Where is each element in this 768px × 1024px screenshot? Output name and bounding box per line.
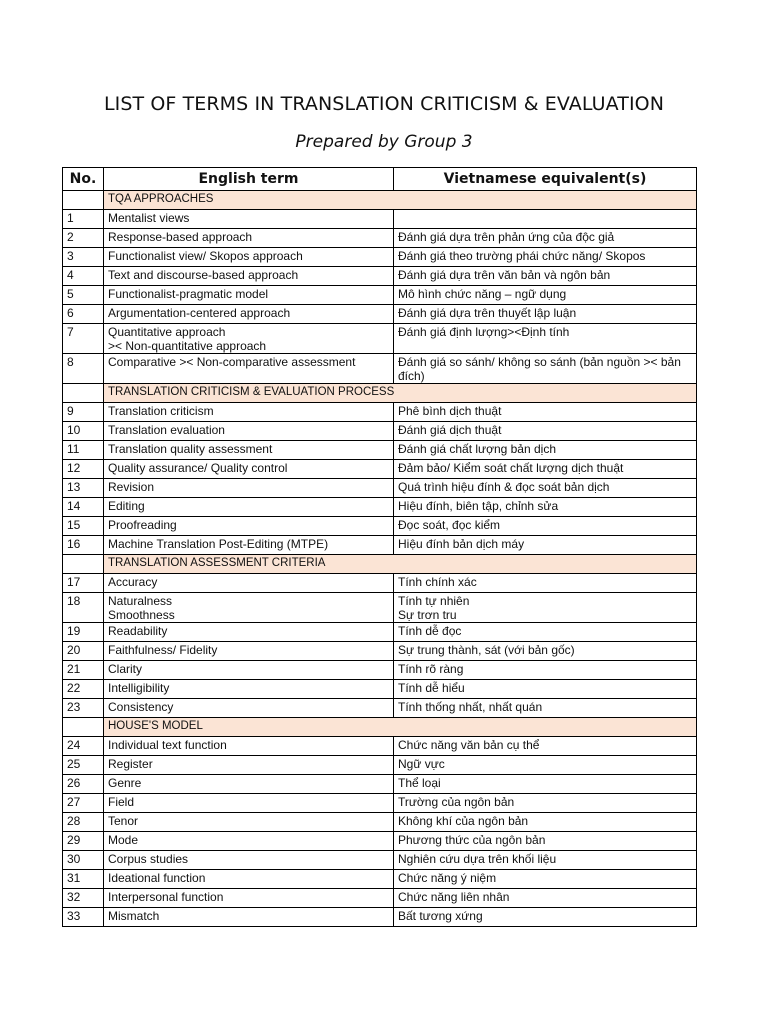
english-term: Register	[104, 756, 394, 775]
vietnamese-equivalent: Ngữ vực	[394, 756, 697, 775]
table-row	[63, 267, 697, 286]
english-term: Tenor	[104, 813, 394, 832]
header-vietnamese-equivalent: Vietnamese equivalent(s)	[394, 168, 697, 191]
english-term: Readability	[104, 623, 394, 642]
vietnamese-equivalent: Đọc soát, đọc kiểm	[394, 517, 697, 536]
english-term: Proofreading	[104, 517, 394, 536]
vietnamese-equivalent: Thể loại	[394, 775, 697, 794]
row-number: 3	[63, 248, 104, 267]
table-row	[63, 517, 697, 536]
vietnamese-equivalent: Mô hình chức năng – ngữ dụng	[394, 286, 697, 305]
row-number: 17	[63, 574, 104, 593]
english-term: Genre	[104, 775, 394, 794]
vietnamese-equivalent: Tính rõ ràng	[394, 661, 697, 680]
vietnamese-equivalent: Đánh giá dịch thuật	[394, 422, 697, 441]
row-number: 26	[63, 775, 104, 794]
row-number: 19	[63, 623, 104, 642]
document-subtitle: Prepared by Group 3	[295, 132, 473, 152]
english-term: Editing	[104, 498, 394, 517]
terms-table	[62, 167, 697, 927]
table-row	[63, 699, 697, 718]
table-row	[63, 737, 697, 756]
row-number: 33	[63, 908, 104, 927]
english-term: Interpersonal function	[104, 889, 394, 908]
table-row	[63, 832, 697, 851]
vietnamese-equivalent: Quá trình hiệu đính & đọc soát bản dịch	[394, 479, 697, 498]
table-row	[63, 889, 697, 908]
section-heading: TQA APPROACHES	[104, 191, 697, 210]
table-row	[63, 354, 697, 384]
vietnamese-equivalent	[394, 210, 697, 229]
vietnamese-equivalent: Trường của ngôn bản	[394, 794, 697, 813]
table-row	[63, 536, 697, 555]
table-row	[63, 574, 697, 593]
table-row	[63, 286, 697, 305]
table-header-row	[63, 168, 697, 191]
english-term: Ideational function	[104, 870, 394, 889]
english-term: Mentalist views	[104, 210, 394, 229]
english-term: Field	[104, 794, 394, 813]
row-number: 9	[63, 403, 104, 422]
vietnamese-equivalent: Đánh giá dựa trên phản ứng của độc giả	[394, 229, 697, 248]
vietnamese-equivalent: Sự trung thành, sát (với bản gốc)	[394, 642, 697, 661]
row-number: 27	[63, 794, 104, 813]
row-number: 29	[63, 832, 104, 851]
row-number: 16	[63, 536, 104, 555]
header-no: No.	[63, 168, 104, 191]
vietnamese-equivalent: Tính dễ hiểu	[394, 680, 697, 699]
row-number: 1	[63, 210, 104, 229]
section-row-blank	[63, 718, 104, 737]
english-term: Intelligibility	[104, 680, 394, 699]
table-row	[63, 661, 697, 680]
row-number: 21	[63, 661, 104, 680]
english-term: Functionalist view/ Skopos approach	[104, 248, 394, 267]
row-number: 10	[63, 422, 104, 441]
vietnamese-equivalent: Đánh giá dựa trên thuyết lập luận	[394, 305, 697, 324]
row-number: 12	[63, 460, 104, 479]
row-number: 6	[63, 305, 104, 324]
english-term: Text and discourse-based approach	[104, 267, 394, 286]
table-row	[63, 813, 697, 832]
english-term: Individual text function	[104, 737, 394, 756]
english-term: Revision	[104, 479, 394, 498]
english-term: Clarity	[104, 661, 394, 680]
table-body	[63, 191, 697, 927]
table-row	[63, 403, 697, 422]
row-number: 24	[63, 737, 104, 756]
english-term: Mismatch	[104, 908, 394, 927]
document-title: LIST OF TERMS IN TRANSLATION CRITICISM & EVALUATION	[103, 93, 665, 115]
row-number: 2	[63, 229, 104, 248]
table-row	[63, 422, 697, 441]
table-row	[63, 229, 697, 248]
vietnamese-equivalent: Phương thức của ngôn bản	[394, 832, 697, 851]
row-number: 18	[63, 593, 104, 623]
vietnamese-equivalent: Bất tương xứng	[394, 908, 697, 927]
table-row	[63, 210, 697, 229]
english-term: Naturalness Smoothness	[104, 593, 394, 623]
english-term: Mode	[104, 832, 394, 851]
vietnamese-equivalent: Đánh giá theo trường phái chức năng/ Skopos	[394, 248, 697, 267]
english-term: Consistency	[104, 699, 394, 718]
vietnamese-equivalent: Hiệu đính bản dịch máy	[394, 536, 697, 555]
english-term: Translation quality assessment	[104, 441, 394, 460]
section-row-blank	[63, 384, 104, 403]
table-row	[63, 756, 697, 775]
vietnamese-equivalent: Tính dễ đọc	[394, 623, 697, 642]
row-number: 11	[63, 441, 104, 460]
section-heading: TRANSLATION CRITICISM & EVALUATION PROCESS	[104, 384, 697, 403]
table-row	[63, 623, 697, 642]
row-number: 31	[63, 870, 104, 889]
row-number: 8	[63, 354, 104, 384]
english-term: Quality assurance/ Quality control	[104, 460, 394, 479]
vietnamese-equivalent: Tính chính xác	[394, 574, 697, 593]
table-row	[63, 498, 697, 517]
english-term: Quantitative approach >< Non-quantitative approach	[104, 324, 394, 354]
vietnamese-equivalent: Đánh giá dựa trên văn bản và ngôn bản	[394, 267, 697, 286]
english-term: Argumentation-centered approach	[104, 305, 394, 324]
section-row	[63, 555, 697, 574]
table-row	[63, 775, 697, 794]
section-row	[63, 384, 697, 403]
table-row	[63, 908, 697, 927]
vietnamese-equivalent: Đảm bảo/ Kiểm soát chất lượng dịch thuật	[394, 460, 697, 479]
row-number: 20	[63, 642, 104, 661]
table-row	[63, 479, 697, 498]
row-number: 7	[63, 324, 104, 354]
english-term: Translation evaluation	[104, 422, 394, 441]
row-number: 14	[63, 498, 104, 517]
vietnamese-equivalent: Đánh giá chất lượng bản dịch	[394, 441, 697, 460]
english-term: Translation criticism	[104, 403, 394, 422]
vietnamese-equivalent: Chức năng ý niệm	[394, 870, 697, 889]
english-term: Response-based approach	[104, 229, 394, 248]
section-heading: TRANSLATION ASSESSMENT CRITERIA	[104, 555, 697, 574]
header-english-term: English term	[104, 168, 394, 191]
table-row	[63, 642, 697, 661]
english-term: Functionalist-pragmatic model	[104, 286, 394, 305]
english-term: Comparative >< Non-comparative assessment	[104, 354, 394, 384]
table-row	[63, 248, 697, 267]
row-number: 22	[63, 680, 104, 699]
row-number: 28	[63, 813, 104, 832]
english-term: Accuracy	[104, 574, 394, 593]
section-row	[63, 718, 697, 737]
section-row	[63, 191, 697, 210]
table-row	[63, 593, 697, 623]
vietnamese-equivalent: Phê bình dịch thuật	[394, 403, 697, 422]
section-row-blank	[63, 555, 104, 574]
vietnamese-equivalent: Chức năng văn bản cụ thể	[394, 737, 697, 756]
vietnamese-equivalent: Chức năng liên nhân	[394, 889, 697, 908]
row-number: 30	[63, 851, 104, 870]
table-row	[63, 794, 697, 813]
table-row	[63, 305, 697, 324]
english-term: Machine Translation Post-Editing (MTPE)	[104, 536, 394, 555]
english-term: Faithfulness/ Fidelity	[104, 642, 394, 661]
table-row	[63, 870, 697, 889]
table-row	[63, 851, 697, 870]
vietnamese-equivalent: Tính tự nhiên Sự trơn tru	[394, 593, 697, 623]
row-number: 32	[63, 889, 104, 908]
vietnamese-equivalent: Đánh giá định lượng><Định tính	[394, 324, 697, 354]
table-row	[63, 441, 697, 460]
vietnamese-equivalent: Nghiên cứu dựa trên khối liệu	[394, 851, 697, 870]
vietnamese-equivalent: Tính thống nhất, nhất quán	[394, 699, 697, 718]
table-row	[63, 680, 697, 699]
row-number: 15	[63, 517, 104, 536]
vietnamese-equivalent: Đánh giá so sánh/ không so sánh (bản nguồn >< bản đích)	[394, 354, 697, 384]
english-term: Corpus studies	[104, 851, 394, 870]
row-number: 23	[63, 699, 104, 718]
section-heading: HOUSE'S MODEL	[104, 718, 697, 737]
row-number: 5	[63, 286, 104, 305]
row-number: 4	[63, 267, 104, 286]
row-number: 13	[63, 479, 104, 498]
table-row	[63, 324, 697, 354]
table-row	[63, 460, 697, 479]
row-number: 25	[63, 756, 104, 775]
vietnamese-equivalent: Không khí của ngôn bản	[394, 813, 697, 832]
section-row-blank	[63, 191, 104, 210]
vietnamese-equivalent: Hiệu đính, biên tập, chỉnh sửa	[394, 498, 697, 517]
